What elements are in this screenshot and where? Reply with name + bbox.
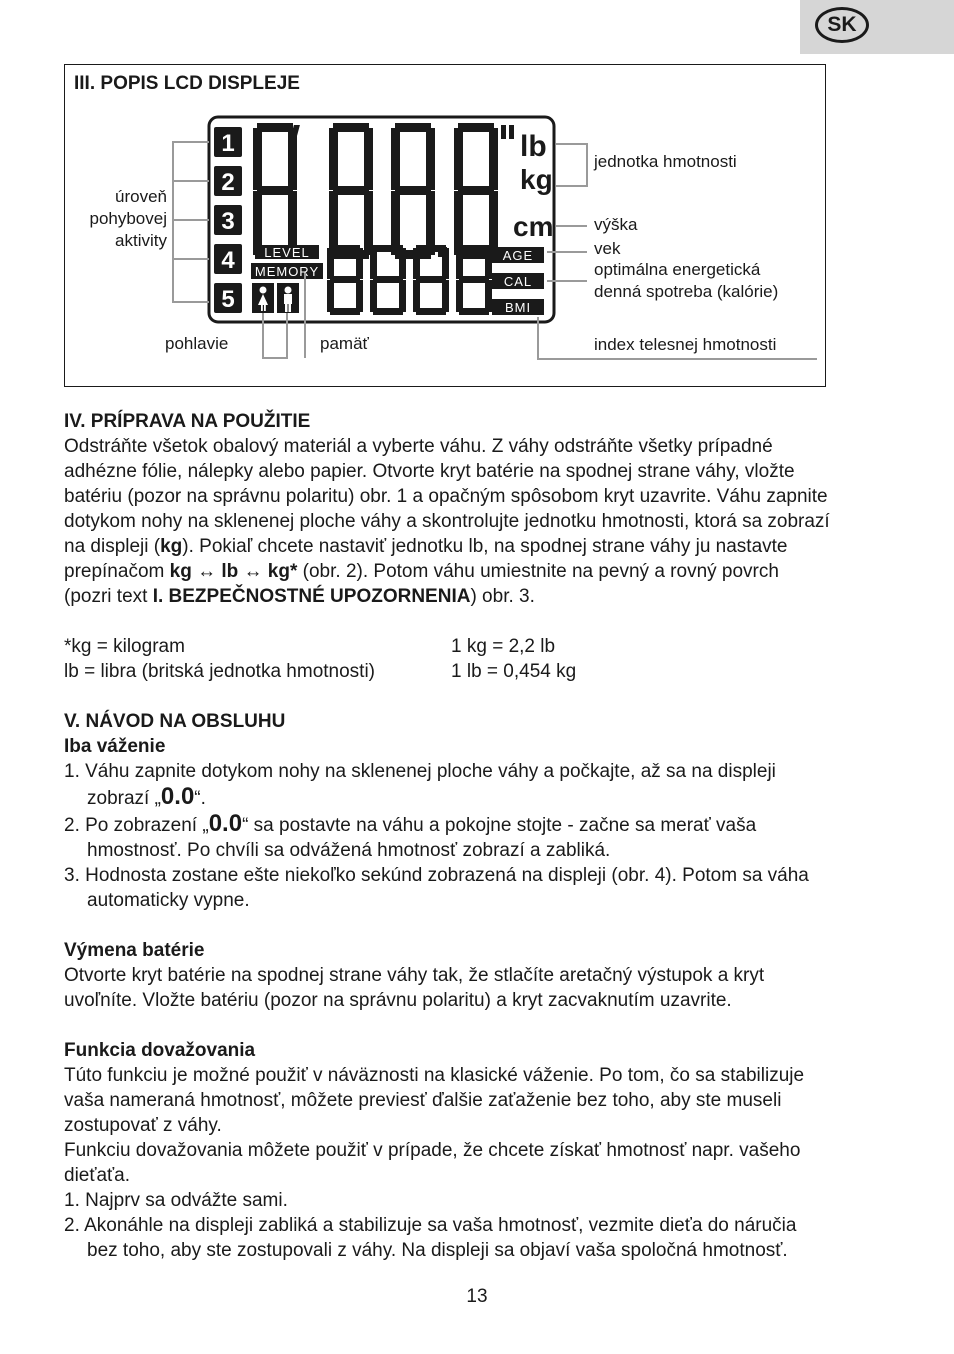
step-line: 1. Najprv sa odvážte sami. <box>64 1190 288 1211</box>
paragraph-line: vaša nameraná hmotnosť, môžete previesť ďalšie zaťaženie bez toho, aby ste museli <box>64 1090 782 1111</box>
language-tab <box>800 0 954 54</box>
level-3: 3 <box>221 208 235 235</box>
paragraph-line: prepínačom kg ↔ lb ↔ kg* (obr. 2). Potom váhu umiestnite na pevný a rovný povrch <box>64 561 779 582</box>
label-level: LEVEL <box>264 245 310 260</box>
step-line: zobrazí „0.0“. <box>87 783 206 810</box>
lcd-figure <box>64 64 826 387</box>
paragraph-line: na displeji (kg). Pokiaľ chcete nastaviť jednotku lb, na spodnej strane váhy ju nastavte <box>64 536 788 557</box>
unit-cm: cm <box>513 211 554 242</box>
callout-gender: pohlavie <box>165 334 229 353</box>
step-line: automaticky vypne. <box>87 890 250 911</box>
unit-lb: lb <box>520 130 547 163</box>
label-bmi: BMI <box>504 300 532 315</box>
callout-calories: optimálna energetická denná spotreba (kalórie) <box>594 260 779 301</box>
callout-bmi: index telesnej hmotnosti <box>594 335 777 354</box>
section-heading: V. NÁVOD NA OBSLUHU <box>64 711 286 732</box>
unit-kg: kg <box>520 164 553 195</box>
paragraph-line: dieťaťa. <box>64 1165 131 1186</box>
section-preparation <box>64 409 894 684</box>
section-heading: IV. PRÍPRAVA NA POUŽITIE <box>64 411 311 432</box>
level-2: 2 <box>221 169 235 196</box>
main-digits <box>253 123 514 259</box>
units-row: lb = libra (britská jednotka hmotnosti) 1 lb = 0,454 kg <box>64 661 577 682</box>
figure-title: III. POPIS LCD DISPLEJE <box>74 73 300 94</box>
paragraph-line: Túto funkciu je možné použiť v náväznosti na klasické váženie. Po tom, čo sa stabilizuje <box>64 1065 805 1086</box>
level-indicators <box>214 127 242 313</box>
units-row: *kg = kilogram 1 kg = 2,2 lb <box>64 636 556 657</box>
callout-activity-level: úroveň pohybovej aktivity <box>89 187 167 250</box>
callout-memory: pamäť <box>320 334 369 353</box>
label-memory: MEMORY <box>254 264 320 279</box>
language-badge: SK <box>815 7 869 43</box>
step-line: 3. Hodnosta zostane ešte niekoľko sekúnd zobrazená na displeji (obr. 4). Potom sa váha <box>64 865 809 886</box>
label-cal: CAL <box>503 274 533 289</box>
paragraph-line: zostupovať z váhy. <box>64 1115 222 1136</box>
subheading: Funkcia dovažovania <box>64 1040 256 1061</box>
paragraph-line: batériu (pozor na správnu polaritu) obr. 1 a opačným spôsobom kryt uzavrite. Váhu zapnite <box>64 486 828 507</box>
label-age: AGE <box>502 248 534 263</box>
level-5: 5 <box>221 286 235 313</box>
paragraph-line: Funkciu dovažovania môžete použiť v prípade, že chcete získať hmotnosť napr. vašeho <box>64 1140 801 1161</box>
callout-age: vek <box>594 239 621 258</box>
page-number: 13 <box>466 1286 488 1307</box>
paragraph-line: adhézne fólie, nálepky alebo papier. Otvorte kryt batérie na spodnej strane váhy, vložte <box>64 461 795 482</box>
section-operation <box>64 709 894 1263</box>
step-line: 2. Po zobrazení „0.0“ sa postavte na váhu a pokojne stojte - začne sa merať vaša <box>64 810 757 837</box>
paragraph-line: Otvorte kryt batérie na spodnej strane váhy tak, že stlačíte aretačný výstupok a kryt <box>64 965 765 986</box>
step-line: 2. Akonáhle na displeji zabliká a stabilizuje sa vaša hmotnosť, vezmite dieťa do náručia <box>64 1215 797 1236</box>
callout-unit: jednotka hmotnosti <box>594 152 737 171</box>
subheading: Výmena batérie <box>64 940 205 961</box>
paragraph-line: Odstráňte všetok obalový materiál a vyberte váhu. Z váhy odstráňte všetky prípadné <box>64 436 773 457</box>
paragraph-line: (pozri text I. BEZPEČNOSTNÉ UPOZORNENIA) obr. 3. <box>64 586 535 607</box>
subheading: Iba váženie <box>64 736 166 757</box>
paragraph-line: dotykom nohy na sklenenej ploche váhy a skontrolujte jednotku hmotnosti, ktorá sa zobrazí <box>64 511 830 532</box>
level-4: 4 <box>221 247 235 274</box>
gender-icons <box>252 283 299 313</box>
level-1: 1 <box>221 130 235 157</box>
step-line: hmostnosť. Po chvíli sa odvážená hmotnosť zobrazí a zabliká. <box>87 840 611 861</box>
callout-height: výška <box>594 215 638 234</box>
step-line: bez toho, aby ste zostupovali z váhy. Na displeji sa objaví vaša spoločná hmotnosť. <box>87 1240 788 1261</box>
step-line: 1. Váhu zapnite dotykom nohy na sklenenej ploche váhy a počkajte, až sa na displeji <box>64 761 776 782</box>
paragraph-line: uvoľníte. Vložte batériu (pozor na správnu polaritu) a kryt zacvaknutím uzavrite. <box>64 990 732 1011</box>
